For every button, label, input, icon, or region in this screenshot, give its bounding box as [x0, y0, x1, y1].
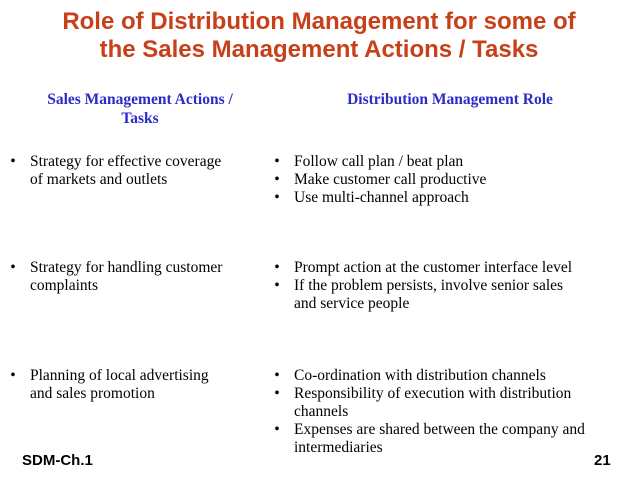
action-item [6, 153, 258, 189]
bullet-icon: • [274, 189, 280, 206]
role-line: intermediaries [294, 439, 383, 456]
row-2-action [6, 259, 258, 295]
role-item [270, 153, 632, 171]
bullet-icon: • [274, 277, 280, 294]
role-item [270, 171, 632, 189]
column-heading-actions [20, 90, 260, 128]
bullet-icon: • [274, 259, 280, 276]
row-3-action [6, 367, 258, 403]
role-line: Expenses are shared between the company and [294, 421, 585, 438]
role-line: Prompt action at the customer interface level [294, 259, 573, 276]
role-item [270, 421, 632, 457]
row-1-action [6, 153, 258, 189]
bullet-icon: • [274, 171, 280, 188]
role-item [270, 277, 632, 313]
page-number: 21 [594, 452, 611, 469]
bullet-icon: • [274, 367, 280, 384]
role-item [270, 189, 632, 207]
role-item [270, 367, 632, 385]
action-line: Strategy for effective coverage [30, 153, 222, 170]
role-line: Follow call plan / beat plan [294, 153, 464, 170]
bullet-icon: • [274, 385, 280, 402]
role-item [270, 385, 632, 421]
role-line: and service people [294, 295, 410, 312]
action-item [6, 367, 258, 403]
role-item [270, 259, 632, 277]
bullet-icon: • [10, 153, 16, 170]
row-3-roles [270, 367, 632, 457]
action-line: Planning of local advertising [30, 367, 209, 384]
role-line: Use multi-channel approach [294, 189, 469, 206]
role-line: Responsibility of execution with distribution [294, 385, 572, 402]
column-heading-role: Distribution Management Role [347, 91, 553, 108]
action-line: and sales promotion [30, 385, 155, 402]
slide-title [0, 8, 638, 64]
action-item [6, 259, 258, 295]
action-line: complaints [30, 277, 99, 294]
bullet-icon: • [10, 367, 16, 384]
row-1-roles [270, 153, 632, 207]
bullet-icon: • [10, 259, 16, 276]
footer-chapter-label: SDM-Ch.1 [22, 452, 93, 469]
column-heading-actions-line-2: Tasks [121, 110, 159, 127]
slide-title-line-1: Role of Distribution Management for some of [62, 8, 576, 35]
row-2-roles [270, 259, 632, 313]
role-line: If the problem persists, involve senior sales [294, 277, 564, 294]
bullet-icon: • [274, 153, 280, 170]
action-line: Strategy for handling customer [30, 259, 223, 276]
action-line: of markets and outlets [30, 171, 168, 188]
role-line: Co-ordination with distribution channels [294, 367, 546, 384]
slide-title-line-2: the Sales Management Actions / Tasks [99, 36, 539, 63]
role-line: channels [294, 403, 349, 420]
bullet-icon: • [274, 421, 280, 438]
role-line: Make customer call productive [294, 171, 487, 188]
column-heading-actions-line-1: Sales Management Actions / [47, 91, 233, 108]
